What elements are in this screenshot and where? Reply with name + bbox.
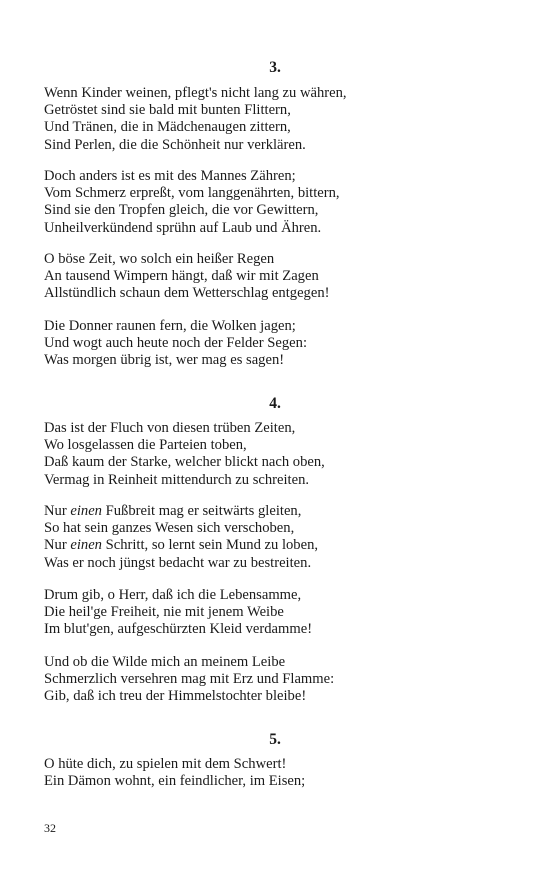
verse-line: Sind Perlen, die die Schönheit nur verklären.	[44, 136, 306, 153]
verse-line: Nur einen Fußbreit mag er seitwärts gleiten,	[44, 503, 302, 519]
verse-line: Unheilverkündend sprühn auf Laub und Ähren.	[44, 219, 322, 236]
verse-line: Ein Dämon wohnt, ein feindlicher, im Eisen;	[44, 773, 306, 790]
verse-line: Vermag in Reinheit mittendurch zu schreiten.	[44, 471, 310, 488]
verse-line: Was morgen übrig ist, wer mag es sagen!	[44, 352, 285, 369]
stanza	[44, 251, 524, 303]
verse-line: Gib, daß ich treu der Himmelstochter bleibe!	[44, 688, 307, 705]
section-number: 3.	[269, 59, 281, 76]
stanza	[44, 420, 524, 489]
verse-line: O hüte dich, zu spielen mit dem Schwert!	[44, 756, 287, 772]
page-number: 32	[44, 821, 56, 835]
verse-line: Getröstet sind sie bald mit bunten Flittern,	[44, 102, 291, 119]
verse-line: Daß kaum der Starke, welcher blickt nach oben,	[44, 454, 325, 471]
verse-line: Die Donner raunen fern, die Wolken jagen;	[44, 318, 296, 334]
verse-line: Und Tränen, die in Mädchenaugen zittern,	[44, 119, 291, 136]
stanza	[44, 318, 524, 370]
stanza	[44, 587, 524, 639]
stanza	[44, 168, 524, 237]
verse-line: Allstündlich schaun dem Wetterschlag entgegen!	[44, 285, 330, 302]
verse-line: Doch anders ist es mit des Mannes Zähren;	[44, 168, 296, 184]
verse-line: Sind sie den Tropfen gleich, die vor Gewittern,	[44, 202, 319, 219]
verse-line: Die heil'ge Freiheit, nie mit jenem Weibe	[44, 604, 284, 621]
verse-line: Und ob die Wilde mich an meinem Leibe	[44, 654, 286, 670]
stanza	[44, 654, 524, 706]
verse-line: Was er noch jüngst bedacht war zu bestreiten.	[44, 554, 312, 571]
section-number: 4.	[269, 395, 281, 412]
stanza	[44, 85, 524, 154]
verse-line: So hat sein ganzes Wesen sich verschoben,	[44, 520, 295, 537]
verse-line: Das ist der Fluch von diesen trüben Zeiten,	[44, 420, 296, 436]
emphasized-word: einen	[70, 537, 102, 554]
verse-line: Wenn Kinder weinen, pflegt's nicht lang zu währen,	[44, 85, 347, 101]
verse-line: O böse Zeit, wo solch ein heißer Regen	[44, 251, 275, 267]
verse-line: Schmerzlich versehren mag mit Erz und Flamme:	[44, 671, 335, 688]
verse-line: Und wogt auch heute noch der Felder Segen:	[44, 335, 308, 352]
emphasized-word: einen	[70, 503, 102, 519]
section-number: 5.	[269, 731, 281, 748]
verse-line: Im blut'gen, aufgeschürzten Kleid verdamme!	[44, 621, 313, 638]
verse-line: Vom Schmerz erpreßt, vom langgenährten, bittern,	[44, 185, 340, 202]
verse-line: An tausend Wimpern hängt, daß wir mit Zagen	[44, 268, 319, 285]
verse-line: Drum gib, o Herr, daß ich die Lebensamme,	[44, 587, 302, 603]
stanza	[44, 503, 524, 572]
verse-line: Wo losgelassen die Parteien toben,	[44, 437, 247, 454]
stanza	[44, 756, 524, 790]
verse-line: Nur einen Schritt, so lernt sein Mund zu loben,	[44, 537, 319, 554]
